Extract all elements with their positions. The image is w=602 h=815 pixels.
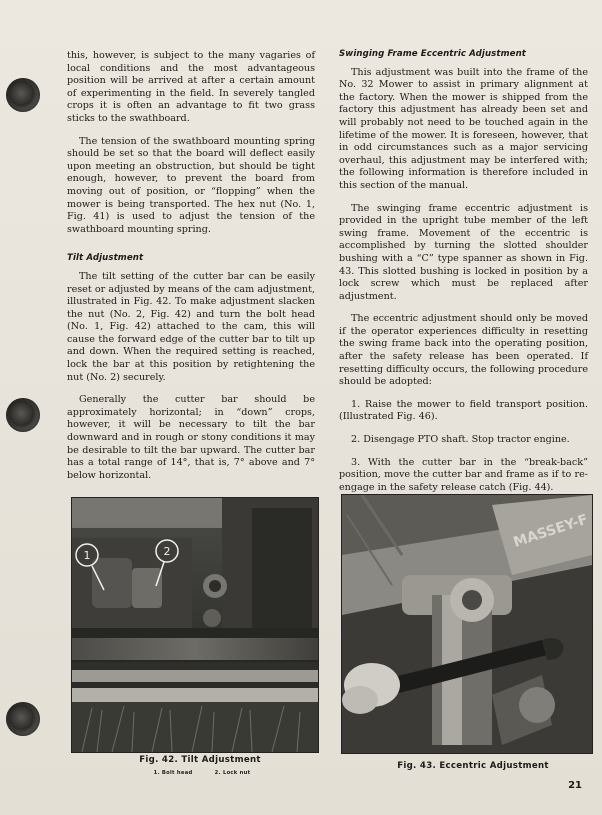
procedure-steps xyxy=(339,399,588,495)
body-paragraph: this, however, is subject to the many vagaries of local conditions and the most advantageous position will be arrived at after a certain amount of experimenting in the field. In severely tangled crops it is often an advantage to fit two grass sticks to the swathboard. xyxy=(67,50,315,124)
right-column xyxy=(339,48,588,504)
figure-43-caption: Fig. 43. Eccentric Adjustment xyxy=(397,761,549,771)
tilt-adjustment-photo xyxy=(71,497,319,753)
procedure-step: 3. With the cutter bar in the “break-back” position, move the cutter bar and frame as if to re-engage in the safety release catch (Fig. 44). xyxy=(339,456,588,493)
left-column xyxy=(67,50,315,492)
binder-hole xyxy=(6,78,40,112)
eccentric-adjustment-photo xyxy=(341,494,593,754)
brand-lettering: MASSEY-F xyxy=(511,511,591,551)
callout-1: 1 xyxy=(83,549,91,562)
legend-item: 2. Lock nut xyxy=(214,770,251,776)
body-paragraph: The tension of the swathboard mounting spring should be set so that the board will deflect easily upon meeting an obstruction, but should be tight enough, however, to prevent the board from moving out of position, or “flopping” when the mower is being transported. The hex nut (No. 1, Fig. 41) is used to adjust the tension of the swathboard mounting spring. xyxy=(67,135,315,235)
callout-2: 2 xyxy=(163,545,171,558)
body-paragraph: This adjustment was built into the frame of the No. 32 Mower to assist in primary alignment at the factory. When the mower is shipped from the factory this adjustment has already been set and will probably not need to be touched again in the lifetime of the mower. It is foreseen, however, that in odd circumstances such as a major servicing overhaul, this adjustment may be interfered with; the following information is therefore included in this section of the manual. xyxy=(339,66,588,191)
body-paragraph: Generally the cutter bar should be approximately horizontal; in “down” crops, however, it will be necessary to tilt the bar downward and in rough or stony conditions it may be desirable to tilt the bar upward. The cutter bar has a total range of 14°, that is, 7° above and 7° below horizontal. xyxy=(67,394,315,481)
procedure-step: 1. Raise the mower to field transport position. (Illustrated Fig. 46). xyxy=(339,398,588,423)
binder-hole xyxy=(6,398,40,432)
body-paragraph: The swinging frame eccentric adjustment is provided in the upright tube member of the left swing frame. Movement of the eccentric is accomplished by turning the slotted shoulder bushing with a “C” type spanner as shown in Fig. 43. This slotted bushing is locked in position by a lock screw which must be replaced after adjustment. xyxy=(339,202,588,302)
body-paragraph: The eccentric adjustment should only be moved if the operator experiences difficulty in resetting the swing frame back into the operating position, after the safety release has been operated. If resetting difficulty occurs, the following procedure should be adopted: xyxy=(339,313,588,388)
figure-42-legend xyxy=(132,770,272,776)
body-paragraph: The tilt setting of the cutter bar can be easily reset or adjusted by means of the cam adjustment, illustrated in Fig. 42. To make adjustment slacken the nut (No. 2, Fig. 42) and turn the bolt head (No. 1, Fig. 42) attached to the cam, this will cause the forward edge of the cutter bar to tilt up and down. When the required setting is reached, lock the bar at this position by retightening the nut (No. 2) securely. xyxy=(67,270,315,383)
page-number: 21 xyxy=(568,780,582,791)
spanner-illustration xyxy=(342,495,592,753)
mower-cam-illustration xyxy=(72,498,318,752)
procedure-step: 2. Disengage PTO shaft. Stop tractor engine. xyxy=(351,434,570,446)
section-heading: Swinging Frame Eccentric Adjustment xyxy=(339,49,527,59)
binder-hole xyxy=(6,702,40,736)
section-heading: Tilt Adjustment xyxy=(67,253,144,264)
legend-item: 1. Bolt head xyxy=(153,770,193,776)
figure-42-caption: Fig. 42. Tilt Adjustment xyxy=(139,755,261,765)
